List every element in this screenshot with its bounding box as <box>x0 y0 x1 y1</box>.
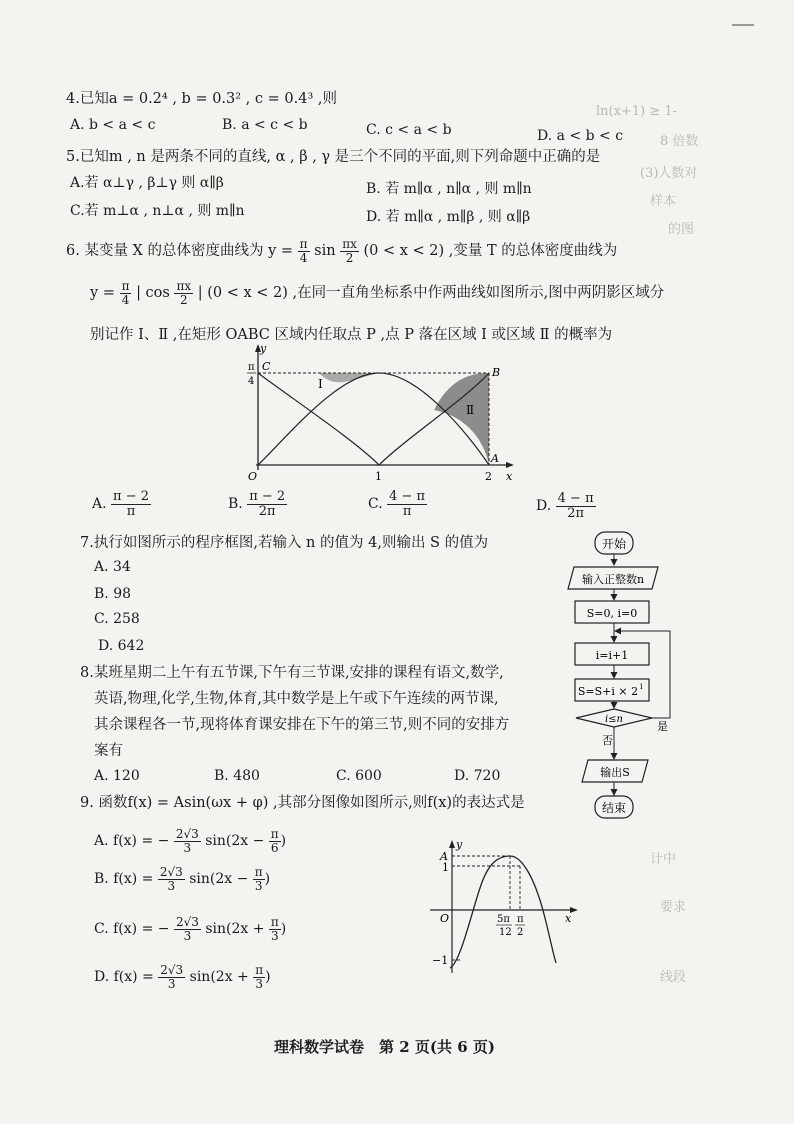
q8-line4: 案有 <box>94 743 123 759</box>
q6-line1: 6. 某变量 X 的总体密度曲线为 y = $\frac{\pi}{4}$ sin $\frac{\pi x}{2}$ (0 < x < 2) ,变量 T 的总体密度曲线为 <box>66 237 618 265</box>
q4-option-d[interactable]: D. a < b < c <box>537 128 624 144</box>
q6-y-label: y <box>260 342 267 355</box>
q9-option-b[interactable]: B. f(x) = $\frac{2√3}{3}$ sin(2x − $\frac{\pi}{3}$ ) <box>94 865 271 893</box>
bleed-text: 8 倍数 <box>660 134 699 149</box>
q4-option-a[interactable]: A. b < a < c <box>70 117 156 133</box>
q6-graph <box>244 340 520 488</box>
bleed-text: 的图 <box>668 222 695 237</box>
q9-curve <box>450 856 556 968</box>
q7-stem: 7.执行如图所示的程序框图,若输入 n 的值为 4,则输出 S 的值为 <box>80 535 489 551</box>
q7-option-a[interactable]: A. 34 <box>94 559 131 575</box>
q8-line2: 英语,物理,化学,生物,体育,其中数学是上午或下午连续的两节课, <box>94 691 499 707</box>
bleed-text: 线段 <box>660 970 687 985</box>
flow-end-label: 结束 <box>601 801 627 815</box>
q6-line2: y = $\frac{\pi}{4}$ | cos $\frac{\pi x}{2}$ | (0 < x < 2) ,在同一直角坐标系中作两曲线如图所示,图中两阴影区域分 <box>90 279 665 307</box>
q5-option-b[interactable]: B. 若 m∥α , n∥α , 则 m∥n <box>366 181 532 197</box>
q9-tick1-den: 12 <box>499 927 512 938</box>
q9-neg-one-label: −1 <box>432 954 449 967</box>
q8-option-b[interactable]: B. 480 <box>214 768 260 784</box>
q8-option-c[interactable]: C. 600 <box>336 768 382 784</box>
q9-tick2-den: 2 <box>517 927 524 938</box>
q6-x-label: x <box>506 470 513 483</box>
bleed-text: (3)人数对 <box>640 166 698 181</box>
q6-tick-2: 2 <box>485 470 492 483</box>
q8-option-d[interactable]: D. 720 <box>454 768 501 784</box>
q6-region2-shade <box>434 373 489 465</box>
q6-origin-label: O <box>248 470 258 483</box>
q9-x-label: x <box>565 912 572 925</box>
q6-tick-1: 1 <box>375 470 382 483</box>
q6-point-a: A <box>491 452 499 465</box>
flow-input-label: 输入正整数n <box>581 573 645 586</box>
bleed-text: ln(x+1) ≥ 1- <box>596 104 677 119</box>
q6-line3: 别记作 Ⅰ、Ⅱ ,在矩形 OABC 区域内任取点 P ,点 P 落在区域 Ⅰ 或区域 Ⅱ 的概率为 <box>90 327 613 343</box>
q6-point-b: B <box>492 366 501 379</box>
flow-output-label: 输出S <box>600 766 630 779</box>
q9-tick1-num: 5π <box>497 914 510 925</box>
flow-update-label: S=S+i × 2 <box>577 685 639 698</box>
q9-y-label: y <box>456 838 463 851</box>
flow-step-label: i=i+1 <box>595 649 629 662</box>
q9-a-label: A <box>440 850 448 863</box>
q9-option-d[interactable]: D. f(x) = $\frac{2√3}{3}$ sin(2x + $\frac{\pi}{3}$ ) <box>94 963 271 991</box>
q7-option-d[interactable]: D. 642 <box>98 638 145 654</box>
q6-point-c: C <box>262 360 271 373</box>
page-footer: 理科数学试卷 第 2 页(共 6 页) <box>274 1038 495 1056</box>
q9-option-a[interactable]: A. f(x) = − $\frac{2√3}{3}$ sin(2x − $\frac{\pi}{6}$ ) <box>94 827 287 855</box>
q6-four-label: 4 <box>248 376 255 387</box>
scan-mark <box>732 24 754 26</box>
flow-update-sup: i <box>640 682 643 691</box>
q4-option-b[interactable]: B. a < c < b <box>222 117 308 133</box>
q8-option-a[interactable]: A. 120 <box>94 768 140 784</box>
flow-cond-label: i≤n <box>604 714 624 725</box>
q6-option-a[interactable]: A. $\frac{\pi - 2}{\pi}$ <box>92 489 149 519</box>
q5-option-c[interactable]: C.若 m⊥α , n⊥α , 则 m∥n <box>70 203 245 219</box>
q9-tick2-num: π <box>517 914 524 925</box>
bleed-text: 样本 <box>650 194 677 209</box>
q9-origin-label: O <box>440 912 450 925</box>
q5-option-d[interactable]: D. 若 m∥α , m∥β , 则 α∥β <box>366 209 531 225</box>
bleed-text: 计中 <box>650 852 677 867</box>
q7-flowchart <box>560 528 690 824</box>
q6-region2-label: Ⅱ <box>466 403 475 417</box>
q9-graph <box>420 838 580 978</box>
q6-region1-label: Ⅰ <box>318 377 323 391</box>
q5-option-a[interactable]: A.若 α⊥γ , β⊥γ 则 α∥β <box>70 175 224 191</box>
flow-loop-line <box>616 631 670 718</box>
q9-option-c[interactable]: C. f(x) = − $\frac{2√3}{3}$ sin(2x + $\frac{\pi}{3}$ ) <box>94 915 287 943</box>
q5-stem: 5.已知m , n 是两条不同的直线, α , β , γ 是三个不同的平面,则下列命题中正确的是 <box>66 149 601 165</box>
q6-pi-label: π <box>248 362 255 373</box>
flow-yes-label: 是 <box>657 720 668 733</box>
q6-option-b[interactable]: B. $\frac{\pi - 2}{2\pi}$ <box>228 489 286 519</box>
q9-one-label: 1 <box>442 861 449 874</box>
q8-line1: 8.某班星期二上午有五节课,下午有三节课,安排的课程有语文,数学, <box>80 665 504 681</box>
q7-option-c[interactable]: C. 258 <box>94 611 140 627</box>
q9-stem: 9. 函数f(x) = Asin(ωx + φ) ,其部分图像如图所示,则f(x)的表达式是 <box>80 795 525 811</box>
q8-line3: 其余课程各一节,现将体育课安排在下午的第三节,则不同的安排方 <box>94 717 510 733</box>
flow-no-label: 否 <box>602 734 613 747</box>
flow-init-label: S=0, i=0 <box>586 607 638 620</box>
q6-option-c[interactable]: C. $\frac{4 - \pi}{\pi}$ <box>368 489 426 519</box>
q6-option-d[interactable]: D. $\frac{4 - \pi}{2\pi}$ <box>536 491 594 521</box>
bleed-text: 要求 <box>660 900 687 915</box>
q4-stem: 4.已知a = 0.2⁴ , b = 0.3² , c = 0.4³ ,则 <box>66 91 337 107</box>
q7-option-b[interactable]: B. 98 <box>94 586 132 602</box>
q4-option-c[interactable]: C. c < a < b <box>366 122 452 138</box>
flow-start-label: 开始 <box>601 537 627 551</box>
